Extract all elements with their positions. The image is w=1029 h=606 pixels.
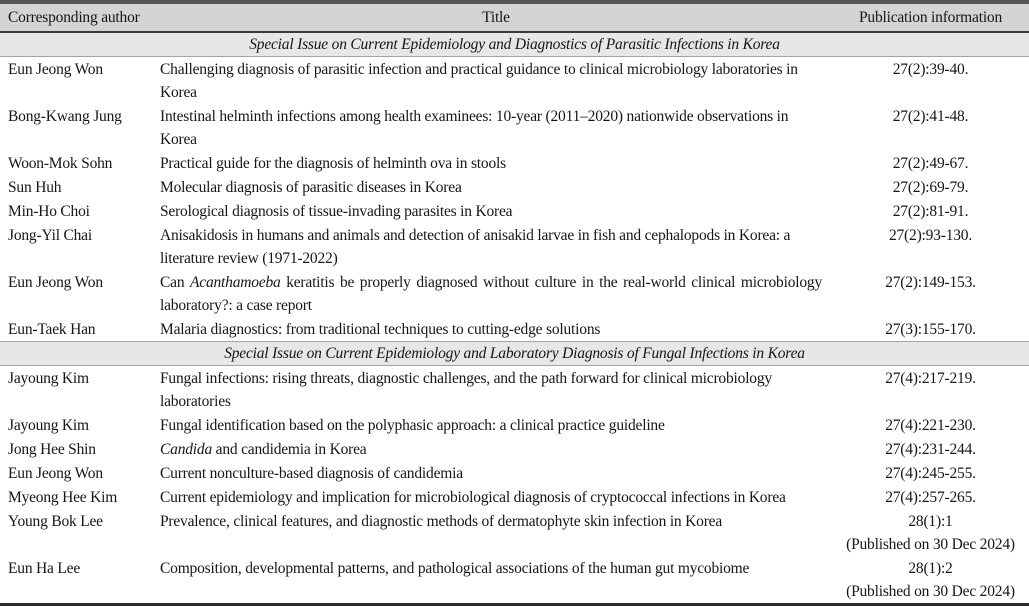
section-heading: Special Issue on Current Epidemiology and Laboratory Diagnosis of Fungal Infections in Korea	[0, 342, 1029, 366]
title-cell: Anisakidosis in humans and animals and detection of anisakid larvae in fish and cephalopods in Korea: a literature review (1971-2022)	[160, 227, 791, 267]
publication-cell	[832, 317, 1029, 342]
publication-line: 27(4):245-255.	[885, 465, 976, 482]
table-row	[0, 175, 1029, 199]
publication-cell	[832, 270, 1029, 317]
table-row	[0, 270, 1029, 317]
table-row	[0, 104, 1029, 151]
publication-cell	[832, 223, 1029, 270]
publication-cell	[832, 199, 1029, 223]
publication-line: 27(2):39-40.	[892, 61, 969, 78]
header-title: Title	[160, 2, 832, 32]
author-cell: Eun Jeong Won	[8, 465, 103, 482]
publication-cell	[832, 151, 1029, 175]
publication-cell	[832, 509, 1029, 556]
publication-line: 27(2):149-153.	[885, 274, 976, 291]
section-heading: Special Issue on Current Epidemiology and Diagnostics of Parasitic Infections in Korea	[0, 32, 1029, 57]
table-row	[0, 223, 1029, 270]
table-row	[0, 151, 1029, 175]
publication-line: 27(2):49-67.	[892, 155, 969, 172]
publication-line: 27(4):217-219.	[885, 370, 976, 387]
author-cell: Jong Hee Shin	[8, 441, 96, 458]
publication-line: 27(4):221-230.	[885, 417, 976, 434]
table-row	[0, 413, 1029, 437]
table-row	[0, 461, 1029, 485]
publication-line: 28(1):2	[908, 560, 953, 577]
publication-line: 27(2):69-79.	[892, 179, 969, 196]
header-corresponding-author: Corresponding author	[0, 2, 160, 32]
table-header	[0, 2, 1029, 32]
author-cell: Jayoung Kim	[8, 370, 89, 387]
title-cell: Malaria diagnostics: from traditional techniques to cutting-edge solutions	[160, 321, 601, 338]
publication-cell	[832, 104, 1029, 151]
title-cell: Candida and candidemia in Korea	[160, 441, 367, 458]
publication-line: 27(4):257-265.	[885, 489, 976, 506]
publication-line: 27(2):81-91.	[892, 203, 969, 220]
publication-cell	[832, 461, 1029, 485]
author-cell: Eun Jeong Won	[8, 61, 103, 78]
publication-line: (Published on 30 Dec 2024)	[846, 583, 1015, 600]
author-cell: Eun Ha Lee	[8, 560, 81, 577]
table-row	[0, 317, 1029, 342]
italic-taxon-name: Candida	[160, 441, 212, 458]
table-row	[0, 366, 1029, 414]
publication-line: (Published on 30 Dec 2024)	[846, 536, 1015, 553]
section-header-row	[0, 342, 1029, 366]
title-cell: Fungal identification based on the polyphasic approach: a clinical practice guideline	[160, 417, 665, 434]
section-header-row	[0, 32, 1029, 57]
publication-line: 28(1):1	[908, 513, 953, 530]
publication-cell	[832, 485, 1029, 509]
title-cell: Intestinal helminth infections among health examinees: 10-year (2011–2020) nationwide observations in Korea	[160, 108, 789, 148]
title-cell: Can Acanthamoeba keratitis be properly diagnosed without culture in the real-world clinical microbiology laboratory?: a case report	[160, 274, 823, 314]
title-cell: Challenging diagnosis of parasitic infection and practical guidance to clinical microbiology laboratories in Korea	[160, 61, 798, 101]
table-row	[0, 509, 1029, 556]
author-cell: Jong-Yil Chai	[8, 227, 92, 244]
author-cell: Jayoung Kim	[8, 417, 89, 434]
title-cell: Current nonculture-based diagnosis of candidemia	[160, 465, 463, 482]
author-cell: Min-Ho Choi	[8, 203, 90, 220]
author-cell: Sun Huh	[8, 179, 62, 196]
author-cell: Myeong Hee Kim	[8, 489, 118, 506]
author-cell: Young Bok Lee	[8, 513, 103, 530]
publication-cell	[832, 556, 1029, 605]
title-cell: Molecular diagnosis of parasitic diseases in Korea	[160, 179, 462, 196]
table-body	[0, 32, 1029, 605]
publication-line: 27(3):155-170.	[885, 321, 976, 338]
author-cell: Eun Jeong Won	[8, 274, 103, 291]
table-row	[0, 199, 1029, 223]
italic-taxon-name: Acanthamoeba	[190, 274, 281, 291]
title-cell: Prevalence, clinical features, and diagnostic methods of dermatophyte skin infection in Korea	[160, 513, 723, 530]
author-cell: Bong-Kwang Jung	[8, 108, 122, 125]
title-cell: Current epidemiology and implication for microbiological diagnosis of cryptococcal infections in Korea	[160, 489, 786, 506]
title-cell: Practical guide for the diagnosis of helminth ova in stools	[160, 155, 506, 172]
table-row	[0, 57, 1029, 105]
publication-line: 27(4):231-244.	[885, 441, 976, 458]
table-row	[0, 556, 1029, 605]
publication-line: 27(2):93-130.	[888, 227, 973, 244]
table-row	[0, 437, 1029, 461]
table-row	[0, 485, 1029, 509]
title-cell: Serological diagnosis of tissue-invading parasites in Korea	[160, 203, 513, 220]
title-cell: Fungal infections: rising threats, diagnostic challenges, and the path forward for clinical microbiology laboratories	[160, 370, 772, 410]
publication-cell	[832, 57, 1029, 105]
title-cell: Composition, developmental patterns, and pathological associations of the human gut mycobiome	[160, 560, 750, 577]
publication-line: 27(2):41-48.	[892, 108, 969, 125]
publication-cell	[832, 437, 1029, 461]
publication-cell	[832, 175, 1029, 199]
author-cell: Woon-Mok Sohn	[8, 155, 113, 172]
publication-cell	[832, 413, 1029, 437]
publication-cell	[832, 366, 1029, 414]
author-cell: Eun-Taek Han	[8, 321, 96, 338]
header-publication-information: Publication information	[832, 2, 1029, 32]
header-row	[0, 2, 1029, 32]
